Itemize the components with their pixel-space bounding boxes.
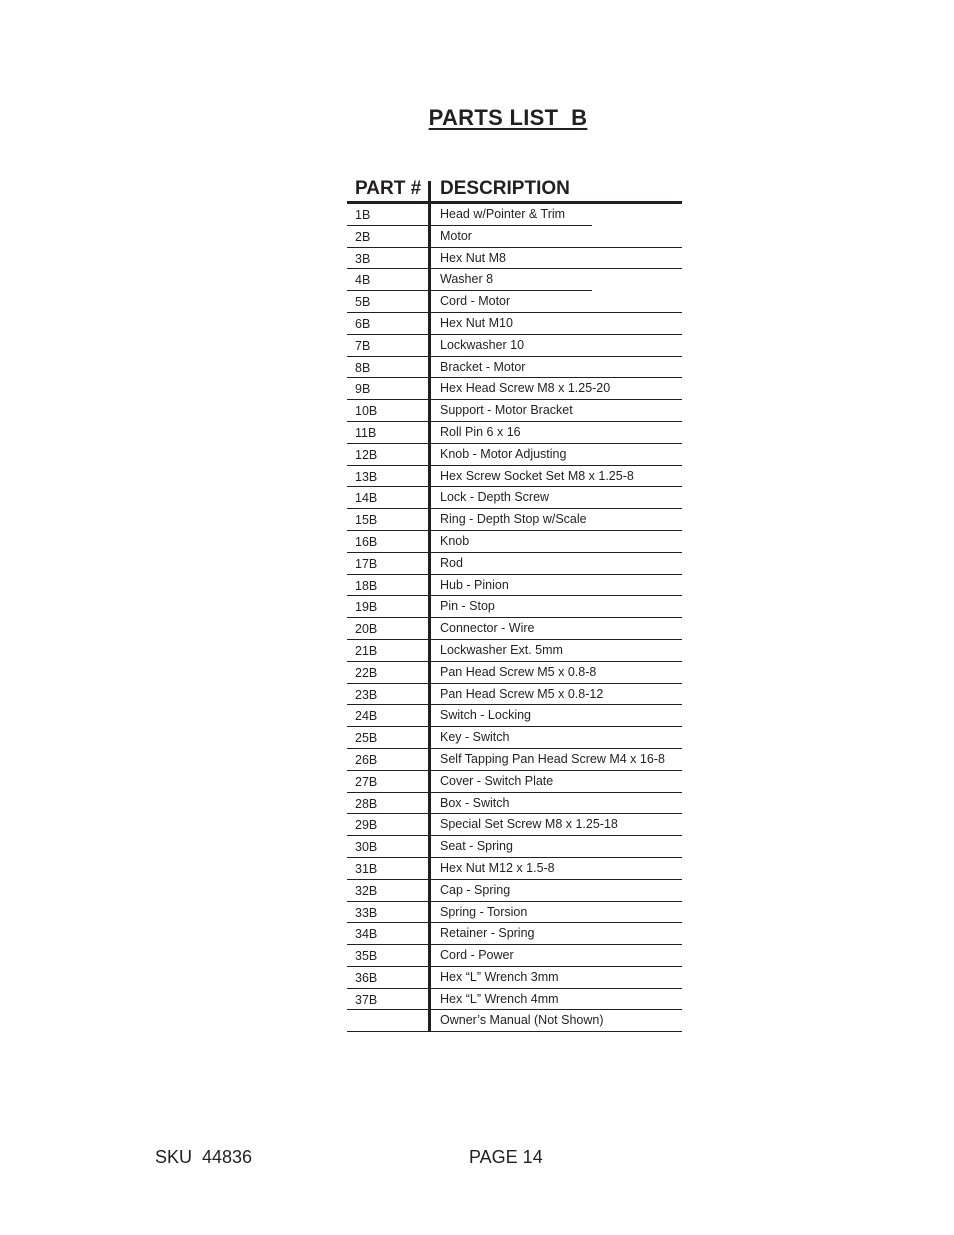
part-number-cell: 28B	[355, 796, 378, 811]
table-row	[347, 836, 682, 858]
table-row	[347, 640, 682, 662]
description-cell: Pan Head Screw M5 x 0.8-12	[440, 686, 604, 701]
part-number-cell: 27B	[355, 774, 378, 789]
description-cell: Hex Nut M12 x 1.5-8	[440, 860, 555, 875]
table-row	[347, 967, 682, 989]
table-header	[347, 178, 682, 204]
description-cell: Box - Switch	[440, 795, 510, 810]
description-cell: Cord - Motor	[440, 294, 511, 309]
description-cell: Hub - Pinion	[440, 577, 509, 592]
table-row	[347, 1010, 682, 1032]
table-row	[347, 902, 682, 924]
description-cell: Hex “L” Wrench 3mm	[440, 969, 559, 984]
description-cell: Lockwasher 10	[440, 337, 525, 352]
table-row	[347, 444, 682, 466]
description-cell: Roll Pin 6 x 16	[440, 424, 521, 439]
part-number-cell: 36B	[355, 970, 378, 985]
table-row	[347, 705, 682, 727]
part-number-cell: 8B	[355, 360, 371, 375]
table-row	[347, 248, 682, 270]
table-row	[347, 422, 682, 444]
part-number-cell: 24B	[355, 709, 378, 724]
description-cell: Bracket - Motor	[440, 359, 526, 374]
part-number-cell: 14B	[355, 491, 378, 506]
part-number-cell: 29B	[355, 818, 378, 833]
table-row	[347, 466, 682, 488]
table-row	[347, 487, 682, 509]
part-number-cell: 26B	[355, 752, 378, 767]
header-column-divider	[428, 181, 431, 201]
description-cell: Lockwasher Ext. 5mm	[440, 642, 563, 657]
part-number-cell: 11B	[355, 425, 377, 440]
table-row	[347, 269, 682, 291]
part-number-cell: 22B	[355, 665, 378, 680]
table-row	[347, 531, 682, 553]
table-row	[347, 313, 682, 335]
table-row	[347, 596, 682, 618]
footer-sku: SKU 44836	[155, 1147, 253, 1167]
table-row	[347, 378, 682, 400]
part-number-cell: 23B	[355, 687, 378, 702]
part-number-cell: 12B	[355, 447, 378, 462]
part-number-cell: 35B	[355, 949, 378, 964]
description-cell: Washer 8	[440, 272, 494, 287]
table-row	[347, 923, 682, 945]
part-number-cell: 37B	[355, 992, 378, 1007]
table-row	[347, 618, 682, 640]
part-number-cell: 7B	[355, 338, 371, 353]
description-cell: Knob - Motor Adjusting	[440, 446, 567, 461]
part-number-cell: 2B	[355, 229, 371, 244]
table-row	[347, 400, 682, 422]
footer-page-number: PAGE 14	[469, 1147, 543, 1167]
description-cell: Switch - Locking	[440, 708, 532, 723]
table-row	[347, 553, 682, 575]
table-row	[347, 771, 682, 793]
row-rule-right	[431, 1031, 682, 1032]
description-cell: Retainer - Spring	[440, 926, 535, 941]
part-number-cell: 13B	[355, 469, 378, 484]
table-row	[347, 727, 682, 749]
description-cell: Pin - Stop	[440, 599, 495, 614]
description-cell: Self Tapping Pan Head Screw M4 x 16-8	[440, 751, 665, 766]
part-number-cell: 10B	[355, 404, 378, 419]
description-cell: Support - Motor Bracket	[440, 403, 573, 418]
table-row	[347, 335, 682, 357]
description-cell: Lock - Depth Screw	[440, 490, 550, 505]
part-number-cell: 32B	[355, 883, 378, 898]
table-row	[347, 989, 682, 1011]
description-cell: Seat - Spring	[440, 839, 513, 854]
table-body	[347, 204, 682, 1032]
table-row	[347, 575, 682, 597]
table-row	[347, 662, 682, 684]
table-row	[347, 749, 682, 771]
part-number-cell: 17B	[355, 556, 378, 571]
description-cell: Rod	[440, 555, 463, 570]
description-cell: Hex “L” Wrench 4mm	[440, 991, 559, 1006]
description-cell: Connector - Wire	[440, 621, 535, 636]
part-number-cell: 25B	[355, 731, 378, 746]
part-number-cell: 31B	[355, 861, 378, 876]
page-title: PARTS LIST B	[428, 105, 588, 130]
description-cell: Head w/Pointer & Trim	[440, 207, 566, 221]
part-number-cell: 5B	[355, 295, 371, 310]
part-number-cell: 20B	[355, 622, 378, 637]
part-number-cell: 1B	[355, 208, 371, 222]
table-row	[347, 509, 682, 531]
description-cell: Hex Nut M8	[440, 250, 506, 265]
part-number-cell: 9B	[355, 382, 371, 397]
parts-table	[347, 178, 682, 1032]
description-cell: Owner’s Manual (Not Shown)	[440, 1013, 604, 1028]
description-cell: Spring - Torsion	[440, 904, 528, 919]
table-row	[347, 880, 682, 902]
part-number-cell: 33B	[355, 905, 378, 920]
part-number-cell: 34B	[355, 927, 378, 942]
table-row	[347, 684, 682, 706]
description-header: DESCRIPTION	[440, 178, 570, 199]
part-number-header: PART #	[355, 178, 422, 199]
description-cell: Ring - Depth Stop w/Scale	[440, 512, 587, 527]
part-number-cell: 6B	[355, 316, 371, 331]
row-rule-left	[347, 1031, 428, 1032]
description-cell: Motor	[440, 228, 472, 243]
description-cell: Knob	[440, 533, 470, 548]
part-number-cell: 21B	[355, 643, 378, 658]
description-cell: Special Set Screw M8 x 1.25-18	[440, 817, 618, 832]
description-cell: Key - Switch	[440, 730, 510, 745]
part-number-cell: 16B	[355, 534, 378, 549]
table-row	[347, 945, 682, 967]
table-row	[347, 814, 682, 836]
description-cell: Hex Head Screw M8 x 1.25-20	[440, 381, 611, 396]
description-cell: Cord - Power	[440, 948, 514, 963]
description-cell: Cover - Switch Plate	[440, 773, 554, 788]
table-row	[347, 858, 682, 880]
description-cell: Pan Head Screw M5 x 0.8-8	[440, 664, 597, 679]
table-row	[347, 291, 682, 313]
part-number-cell: 4B	[355, 273, 371, 288]
description-cell: Hex Screw Socket Set M8 x 1.25-8	[440, 468, 634, 483]
table-row	[347, 793, 682, 815]
table-row	[347, 357, 682, 379]
part-number-cell: 19B	[355, 600, 378, 615]
description-cell: Cap - Spring	[440, 882, 511, 897]
part-number-cell: 18B	[355, 578, 378, 593]
table-row	[347, 226, 682, 248]
part-number-cell: 30B	[355, 840, 378, 855]
description-cell: Hex Nut M10	[440, 315, 513, 330]
part-number-cell: 15B	[355, 513, 378, 528]
part-number-cell: 3B	[355, 251, 371, 266]
table-row	[347, 204, 682, 226]
